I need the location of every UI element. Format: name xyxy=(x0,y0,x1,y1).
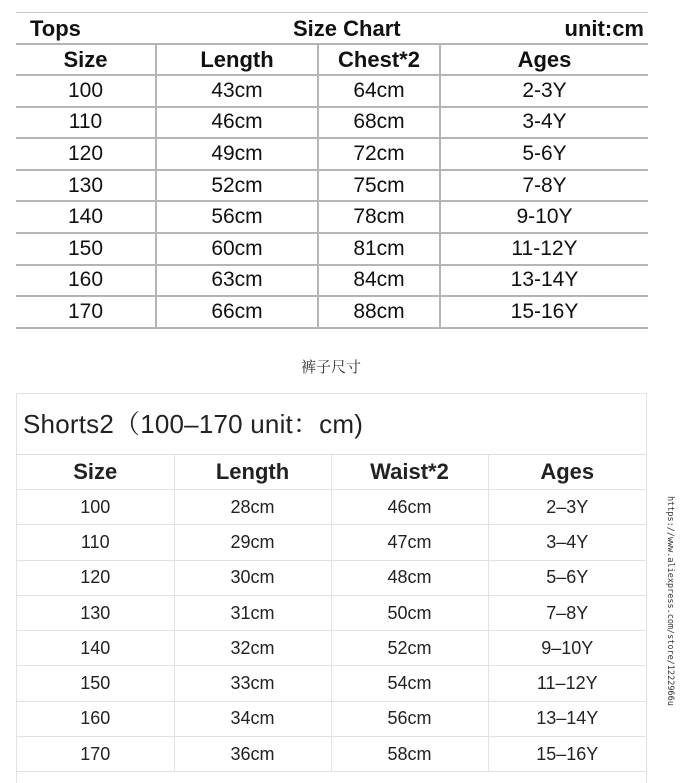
table-cell: 28cm xyxy=(174,490,331,525)
table-row xyxy=(17,631,646,666)
table-row xyxy=(16,170,648,202)
tops-title-row xyxy=(16,12,648,45)
table-cell: 32cm xyxy=(174,631,331,666)
table-cell: 13-14Y xyxy=(440,265,648,297)
store-url-watermark: https://www.aliexpress.com/store/1222966u xyxy=(665,496,675,706)
table-row xyxy=(17,560,646,595)
tops-size-chart xyxy=(16,12,648,329)
table-cell: 11–12Y xyxy=(488,666,646,701)
table-row xyxy=(16,138,648,170)
table-cell: 9-10Y xyxy=(440,201,648,233)
table-cell: 46cm xyxy=(331,490,488,525)
table-cell: 170 xyxy=(17,737,174,772)
table-row xyxy=(16,265,648,297)
table-cell: 5–6Y xyxy=(488,560,646,595)
table-cell: 5-6Y xyxy=(440,138,648,170)
table-cell: 150 xyxy=(17,666,174,701)
table-cell: 46cm xyxy=(156,107,318,139)
table-row xyxy=(16,75,648,107)
table-cell: 110 xyxy=(16,107,156,139)
table-cell: 31cm xyxy=(174,595,331,630)
table-row xyxy=(17,525,646,560)
table-row xyxy=(16,296,648,328)
unit-label: unit:cm xyxy=(564,16,644,41)
shorts-title: Shorts2（100–170 unit：cm) xyxy=(17,394,646,455)
table-cell: 150 xyxy=(16,233,156,265)
table-cell: 68cm xyxy=(318,107,440,139)
table-cell: 36cm xyxy=(174,737,331,772)
table-cell: 49cm xyxy=(156,138,318,170)
table-cell: 72cm xyxy=(318,138,440,170)
table-row xyxy=(17,595,646,630)
size-chart-title: Size Chart xyxy=(293,16,401,41)
table-cell: 33cm xyxy=(174,666,331,701)
table-cell: 29cm xyxy=(174,525,331,560)
table-row xyxy=(17,701,646,736)
table-row xyxy=(17,490,646,525)
table-cell: 2-3Y xyxy=(440,75,648,107)
column-header: Size xyxy=(17,455,174,490)
table-cell: 47cm xyxy=(331,525,488,560)
table-cell: 130 xyxy=(16,170,156,202)
table-row xyxy=(16,107,648,139)
table-cell: 140 xyxy=(16,201,156,233)
table-cell: 50cm xyxy=(331,595,488,630)
table-cell: 63cm xyxy=(156,265,318,297)
column-header: Length xyxy=(156,45,318,75)
table-cell: 120 xyxy=(17,560,174,595)
table-cell: 54cm xyxy=(331,666,488,701)
column-header: Size xyxy=(16,45,156,75)
table-cell: 56cm xyxy=(156,201,318,233)
table-cell: 15–16Y xyxy=(488,737,646,772)
shorts-header-row xyxy=(17,455,646,490)
table-cell: 9–10Y xyxy=(488,631,646,666)
table-cell: 84cm xyxy=(318,265,440,297)
table-cell: 52cm xyxy=(331,631,488,666)
table-cell: 140 xyxy=(17,631,174,666)
column-header: Ages xyxy=(440,45,648,75)
table-cell: 52cm xyxy=(156,170,318,202)
table-cell: 7-8Y xyxy=(440,170,648,202)
table-cell: 160 xyxy=(17,701,174,736)
table-cell: 3–4Y xyxy=(488,525,646,560)
table-cell: 34cm xyxy=(174,701,331,736)
shorts-caption: 裤子尺寸 xyxy=(300,358,361,376)
shorts-table xyxy=(17,455,646,772)
table-row xyxy=(17,737,646,772)
table-cell: 100 xyxy=(17,490,174,525)
table-cell: 13–14Y xyxy=(488,701,646,736)
table-cell: 160 xyxy=(16,265,156,297)
table-cell: 3-4Y xyxy=(440,107,648,139)
table-cell: 130 xyxy=(17,595,174,630)
tops-table xyxy=(16,45,648,329)
table-cell: 64cm xyxy=(318,75,440,107)
tops-header-row xyxy=(16,45,648,75)
table-cell: 15-16Y xyxy=(440,296,648,328)
table-cell: 120 xyxy=(16,138,156,170)
table-cell: 2–3Y xyxy=(488,490,646,525)
table-row xyxy=(16,233,648,265)
column-header: Chest*2 xyxy=(318,45,440,75)
table-row xyxy=(17,666,646,701)
column-header: Ages xyxy=(488,455,646,490)
table-cell: 75cm xyxy=(318,170,440,202)
table-cell: 58cm xyxy=(331,737,488,772)
table-cell: 100 xyxy=(16,75,156,107)
shorts-size-chart xyxy=(16,393,647,783)
column-header: Length xyxy=(174,455,331,490)
table-cell: 170 xyxy=(16,296,156,328)
table-row xyxy=(16,201,648,233)
table-cell: 48cm xyxy=(331,560,488,595)
column-header: Waist*2 xyxy=(331,455,488,490)
table-cell: 78cm xyxy=(318,201,440,233)
tops-label: Tops xyxy=(30,16,81,41)
table-cell: 11-12Y xyxy=(440,233,648,265)
table-cell: 56cm xyxy=(331,701,488,736)
table-cell: 88cm xyxy=(318,296,440,328)
table-cell: 60cm xyxy=(156,233,318,265)
table-cell: 7–8Y xyxy=(488,595,646,630)
table-cell: 81cm xyxy=(318,233,440,265)
table-cell: 43cm xyxy=(156,75,318,107)
table-cell: 30cm xyxy=(174,560,331,595)
table-cell: 66cm xyxy=(156,296,318,328)
table-cell: 110 xyxy=(17,525,174,560)
